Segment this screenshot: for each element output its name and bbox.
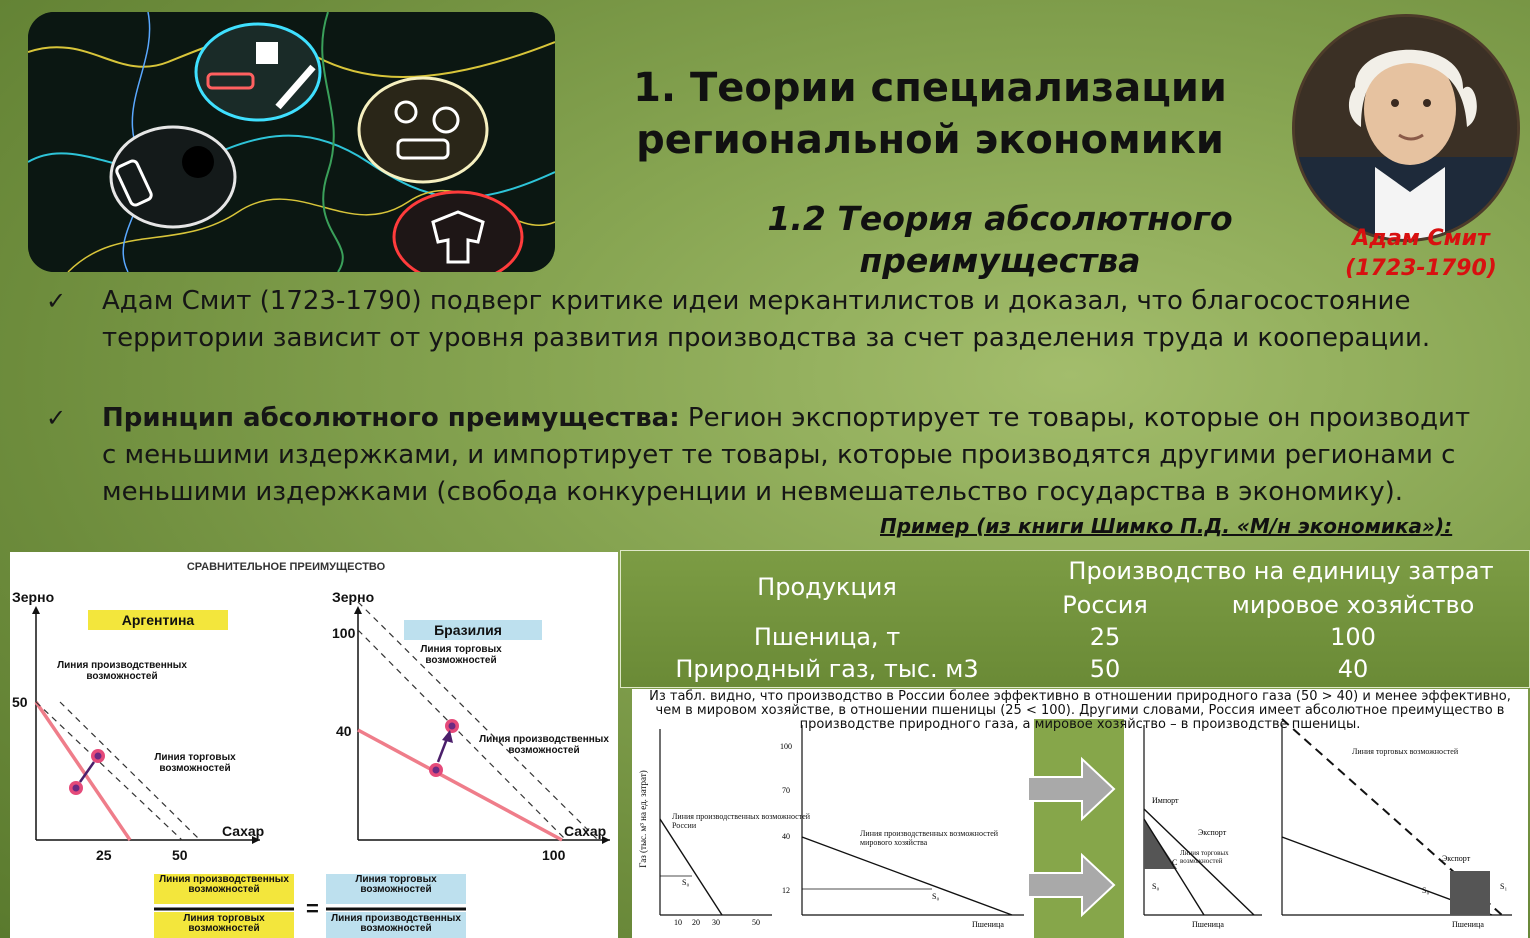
page-title: 1. Теории специализации региональной экономики: [633, 65, 1227, 163]
table-cell-russia: 50: [1089, 655, 1121, 683]
table-cell-product: Природный газ, тыс. м3: [675, 655, 979, 683]
europe-map-image: [28, 12, 555, 272]
brazil-ppf-label: Линия производственных возможностей: [479, 734, 609, 756]
table-header-russia: Россия: [1062, 591, 1148, 619]
world-s0-label: S₀: [1422, 886, 1430, 895]
argentina-y-axis-label: Зерно: [12, 589, 55, 605]
checkmark-icon: ✓: [46, 287, 67, 315]
y-tick: 70: [782, 786, 790, 795]
x-tick: 50: [752, 918, 760, 927]
x-tick: 20: [692, 918, 700, 927]
table-cell-world: 100: [1330, 623, 1376, 651]
c-label: C: [1172, 858, 1178, 867]
checkmark-icon: ✓: [46, 404, 67, 432]
argentina-ppf-label: Линия производственных возможностей: [57, 660, 187, 682]
brazil-label: Бразилия: [434, 622, 502, 638]
world-x-axis-label: Пшеница: [1452, 920, 1484, 929]
bullet-text: [102, 283, 1492, 357]
argentina-x-tick: 25: [96, 847, 112, 863]
world-ppf-label: Линия производственных возможностей мирового хозяйства: [860, 829, 999, 847]
argentina-ppf-line: [36, 702, 130, 840]
table-header-product: Продукция: [757, 573, 897, 601]
trade-line-label: Линия торговых возможностей: [1180, 849, 1229, 865]
bullet-text-bold: Принцип абсолютного преимущества:: [102, 403, 680, 433]
brazil-trade-label: Линия торговых возможностей: [420, 644, 502, 666]
bullet-text-body: Адам Смит (1723-1790) подверг критике идеи меркантилистов и доказал, что благосостояние территории зависит от уровня развития производства за счет разделения труда и кооперации.: [102, 286, 1431, 353]
portrait-caption: [1318, 224, 1524, 284]
brazil-y-tick: 40: [336, 723, 352, 739]
x-tick: 10: [674, 918, 682, 927]
world-x-axis-label: Пшеница: [972, 920, 1004, 929]
trade-graphs-figure: [632, 689, 1528, 938]
bullet-item: [46, 283, 1486, 395]
table-header-world: мировое хозяйство: [1231, 591, 1475, 619]
s0-label: S₀: [1152, 882, 1160, 891]
export-label: Экспорт: [1198, 828, 1227, 837]
argentina-x-axis-label: Сахар: [222, 823, 265, 839]
s1-label: S₁: [1500, 882, 1508, 891]
portrait-caption-years: (1723-1790): [1345, 256, 1497, 281]
world-trade-line-label: Линия торговых возможностей: [1352, 747, 1459, 756]
example-label: Пример (из книги Шимко П.Д. «М/н экономика»):: [880, 514, 1453, 538]
russia-s0-label: S₀: [682, 878, 690, 887]
argentina-y-tick: 50: [12, 694, 28, 710]
legend-bottom-right-text: Линия производственных возможностей: [331, 914, 461, 934]
brazil-y-axis-label: Зерно: [332, 589, 375, 605]
adam-smith-portrait: [1292, 14, 1520, 242]
russia-ppf-label: Линия производственных возможностей России: [672, 812, 811, 830]
y-tick: 100: [780, 742, 792, 751]
y-tick: 12: [782, 886, 790, 895]
legend-equals: =: [306, 896, 319, 921]
world-export-area: [1450, 871, 1490, 915]
y-tick: 40: [782, 832, 790, 841]
table-header-group: Производство на единицу затрат: [1068, 557, 1494, 585]
production-table: [620, 550, 1530, 688]
world-s0-label: S₀: [932, 892, 940, 901]
comparative-advantage-figure: [10, 552, 618, 938]
table-cell-russia: 25: [1089, 623, 1121, 651]
legend-top-right-text: Линия торговых возможностей: [355, 875, 437, 895]
legend-bottom-left-text: Линия торговых возможностей: [183, 914, 265, 934]
brazil-x-tick: 100: [542, 847, 566, 863]
brazil-y-tick: 100: [332, 625, 356, 641]
figure-heading: СРАВНИТЕЛЬНОЕ ПРЕИМУЩЕСТВО: [186, 561, 386, 573]
legend-top-left-text: Линия производственных возможностей: [159, 875, 289, 895]
bullet-text: [102, 400, 1492, 511]
x-axis-label: Пшеница: [1192, 920, 1224, 929]
bullet-text-body: Регион экспортирует те товары, которые он производит с меньшими издержками, и импортирует те товары, которые производятся другими регионами с меньшими издержками (свобода конкуренции и невмешательство государства в экономику).: [102, 403, 1471, 507]
arrows-strip: [1034, 719, 1124, 938]
world-export-label: Экспорт: [1442, 854, 1471, 863]
table-cell-world: 40: [1337, 655, 1369, 683]
table-cell-product: Пшеница, т: [753, 623, 901, 651]
argentina-label: Аргентина: [121, 612, 195, 628]
brazil-x-axis-label: Сахар: [564, 823, 607, 839]
russia-graph-y-label: Газ (тыс. м³ на ед. затрат): [638, 770, 648, 868]
page-subtitle: 1.2 Теория абсолютного преимущества: [767, 199, 1233, 280]
portrait-caption-name: Адам Смит: [1352, 226, 1490, 251]
import-label: Импорт: [1152, 796, 1179, 805]
analysis-note: Из табл. видно, что производство в России более эффективно в отношении природного газа (50 > 40) и менее эффективно, чем в мировом хозяйстве, в отношении пшеницы (25 < 100). Другими словами, Россия имеет абсолютное преимущество в производстве природного газа, а мировое хозяйство – в производстве пшеницы.: [649, 689, 1511, 732]
x-tick: 30: [712, 918, 720, 927]
argentina-x-tick: 50: [172, 847, 188, 863]
argentina-trade-label: Линия торговых возможностей: [154, 752, 236, 774]
